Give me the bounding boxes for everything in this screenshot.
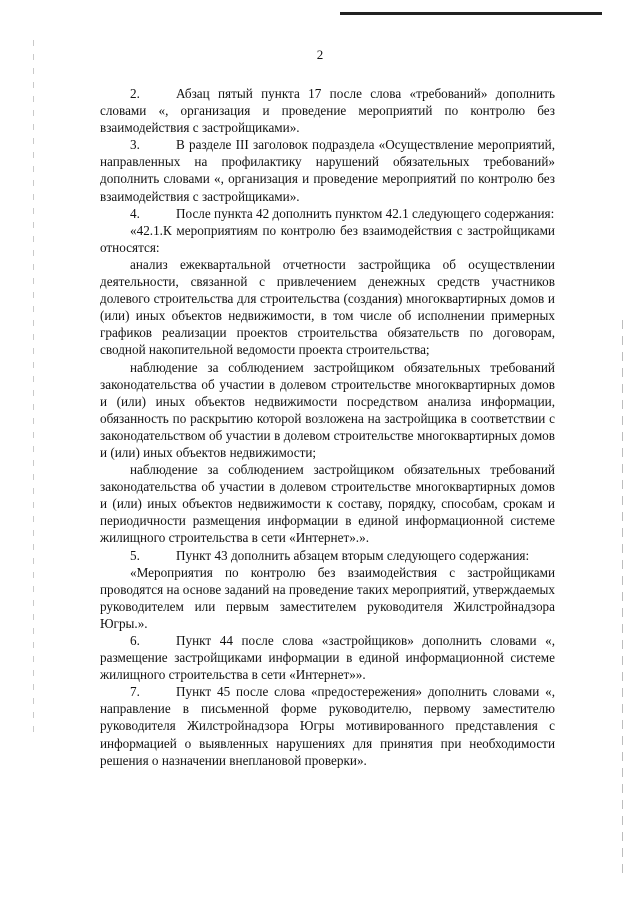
document-body xyxy=(100,85,555,769)
paragraph-text: Пункт 45 после слова «предостережения» дополнить словами «, направление в письменной форме руководителю, первому заместителю руководителя Жилстройнадзора Югры мотивированного представления с информацией о выявленных нарушениях для принятия при необходимости решения о назначении внеплановой проверки». xyxy=(100,684,555,768)
paragraph-text: Абзац пятый пункта 17 после слова «требований» дополнить словами «, организация и проведение мероприятий по контролю без взаимодействия с застройщиками». xyxy=(100,86,555,136)
scan-edge-marks-left xyxy=(33,40,34,740)
paragraph-7 xyxy=(100,683,555,768)
item-number: 7. xyxy=(130,684,140,700)
clause-42-1-item-3: наблюдение за соблюдением застройщиком обязательных требований законодательства об участии в долевом строительстве многоквартирных домов и (или) иных объектов недвижимости к составу, порядку, способам, срокам и периодичности размещения информации в единой информационной системе жилищного строительства в сети «Интернет».». xyxy=(100,462,555,546)
scan-edge-marks-right xyxy=(622,320,623,880)
inserted-clause-42-1 xyxy=(100,222,555,547)
page-number: 2 xyxy=(316,47,324,62)
clause-43-second-paragraph: «Мероприятия по контролю без взаимодействия с застройщиками проводятся на основе заданий на проведение таких мероприятий, утверждаемых руководителем или первым заместителем руководителя Жилстройнадзора Югры.». xyxy=(100,564,555,631)
paragraph-3 xyxy=(100,136,555,204)
clause-42-1-item-1: анализ ежеквартальной отчетности застройщика об осуществлении деятельности, связанной с привлечением денежных средств участников долевого строительства для строительства (создания) многоквартирных домов и (или) иных объектов недвижимости, в том числе об исполнении примерных графиков реализации проектов строительства обязательств по договорам, сводной накопительной ведомости проекта строительства; xyxy=(100,256,555,358)
paragraph-5 xyxy=(100,547,555,564)
paragraph-4 xyxy=(100,205,555,222)
item-number: 4. xyxy=(130,205,140,221)
paragraph-text: Пункт 44 после слова «застройщиков» дополнить словами «, размещение застройщиками информации в единой информационной системе жилищного строительства в сети «Интернет»». xyxy=(100,633,555,683)
paragraph-6 xyxy=(100,632,555,683)
paragraph-text: После пункта 42 дополнить пунктом 42.1 следующего содержания: xyxy=(176,205,555,221)
clause-42-1-item-2: наблюдение за соблюдением застройщиком обязательных требований законодательства об участии в долевом строительстве многоквартирных домов и (или) иных объектов недвижимости посредством анализа информации, обязанность по раскрытию которой возложена на застройщика в соответствии с законодательством об участии в долевом строительстве многоквартирных домов и (или) иных объектов недвижимости; xyxy=(100,359,555,460)
clause-42-1-intro: «42.1.К мероприятиям по контролю без взаимодействия с застройщиками относятся: xyxy=(100,222,555,255)
item-number: 6. xyxy=(130,633,140,648)
top-rule xyxy=(340,12,602,15)
paragraph-text: Пункт 43 дополнить абзацем вторым следующего содержания: xyxy=(176,547,530,563)
item-number: 3. xyxy=(130,137,140,153)
paragraph-text: В разделе III заголовок подраздела «Осуществление мероприятий, направленных на профилактику нарушений обязательных требований» дополнить словами «, организация и проведение мероприятий по контролю без взаимодействия с застройщиками». xyxy=(100,137,555,204)
item-number: 2. xyxy=(130,86,140,101)
item-number: 5. xyxy=(130,547,140,563)
paragraph-2 xyxy=(100,85,555,136)
